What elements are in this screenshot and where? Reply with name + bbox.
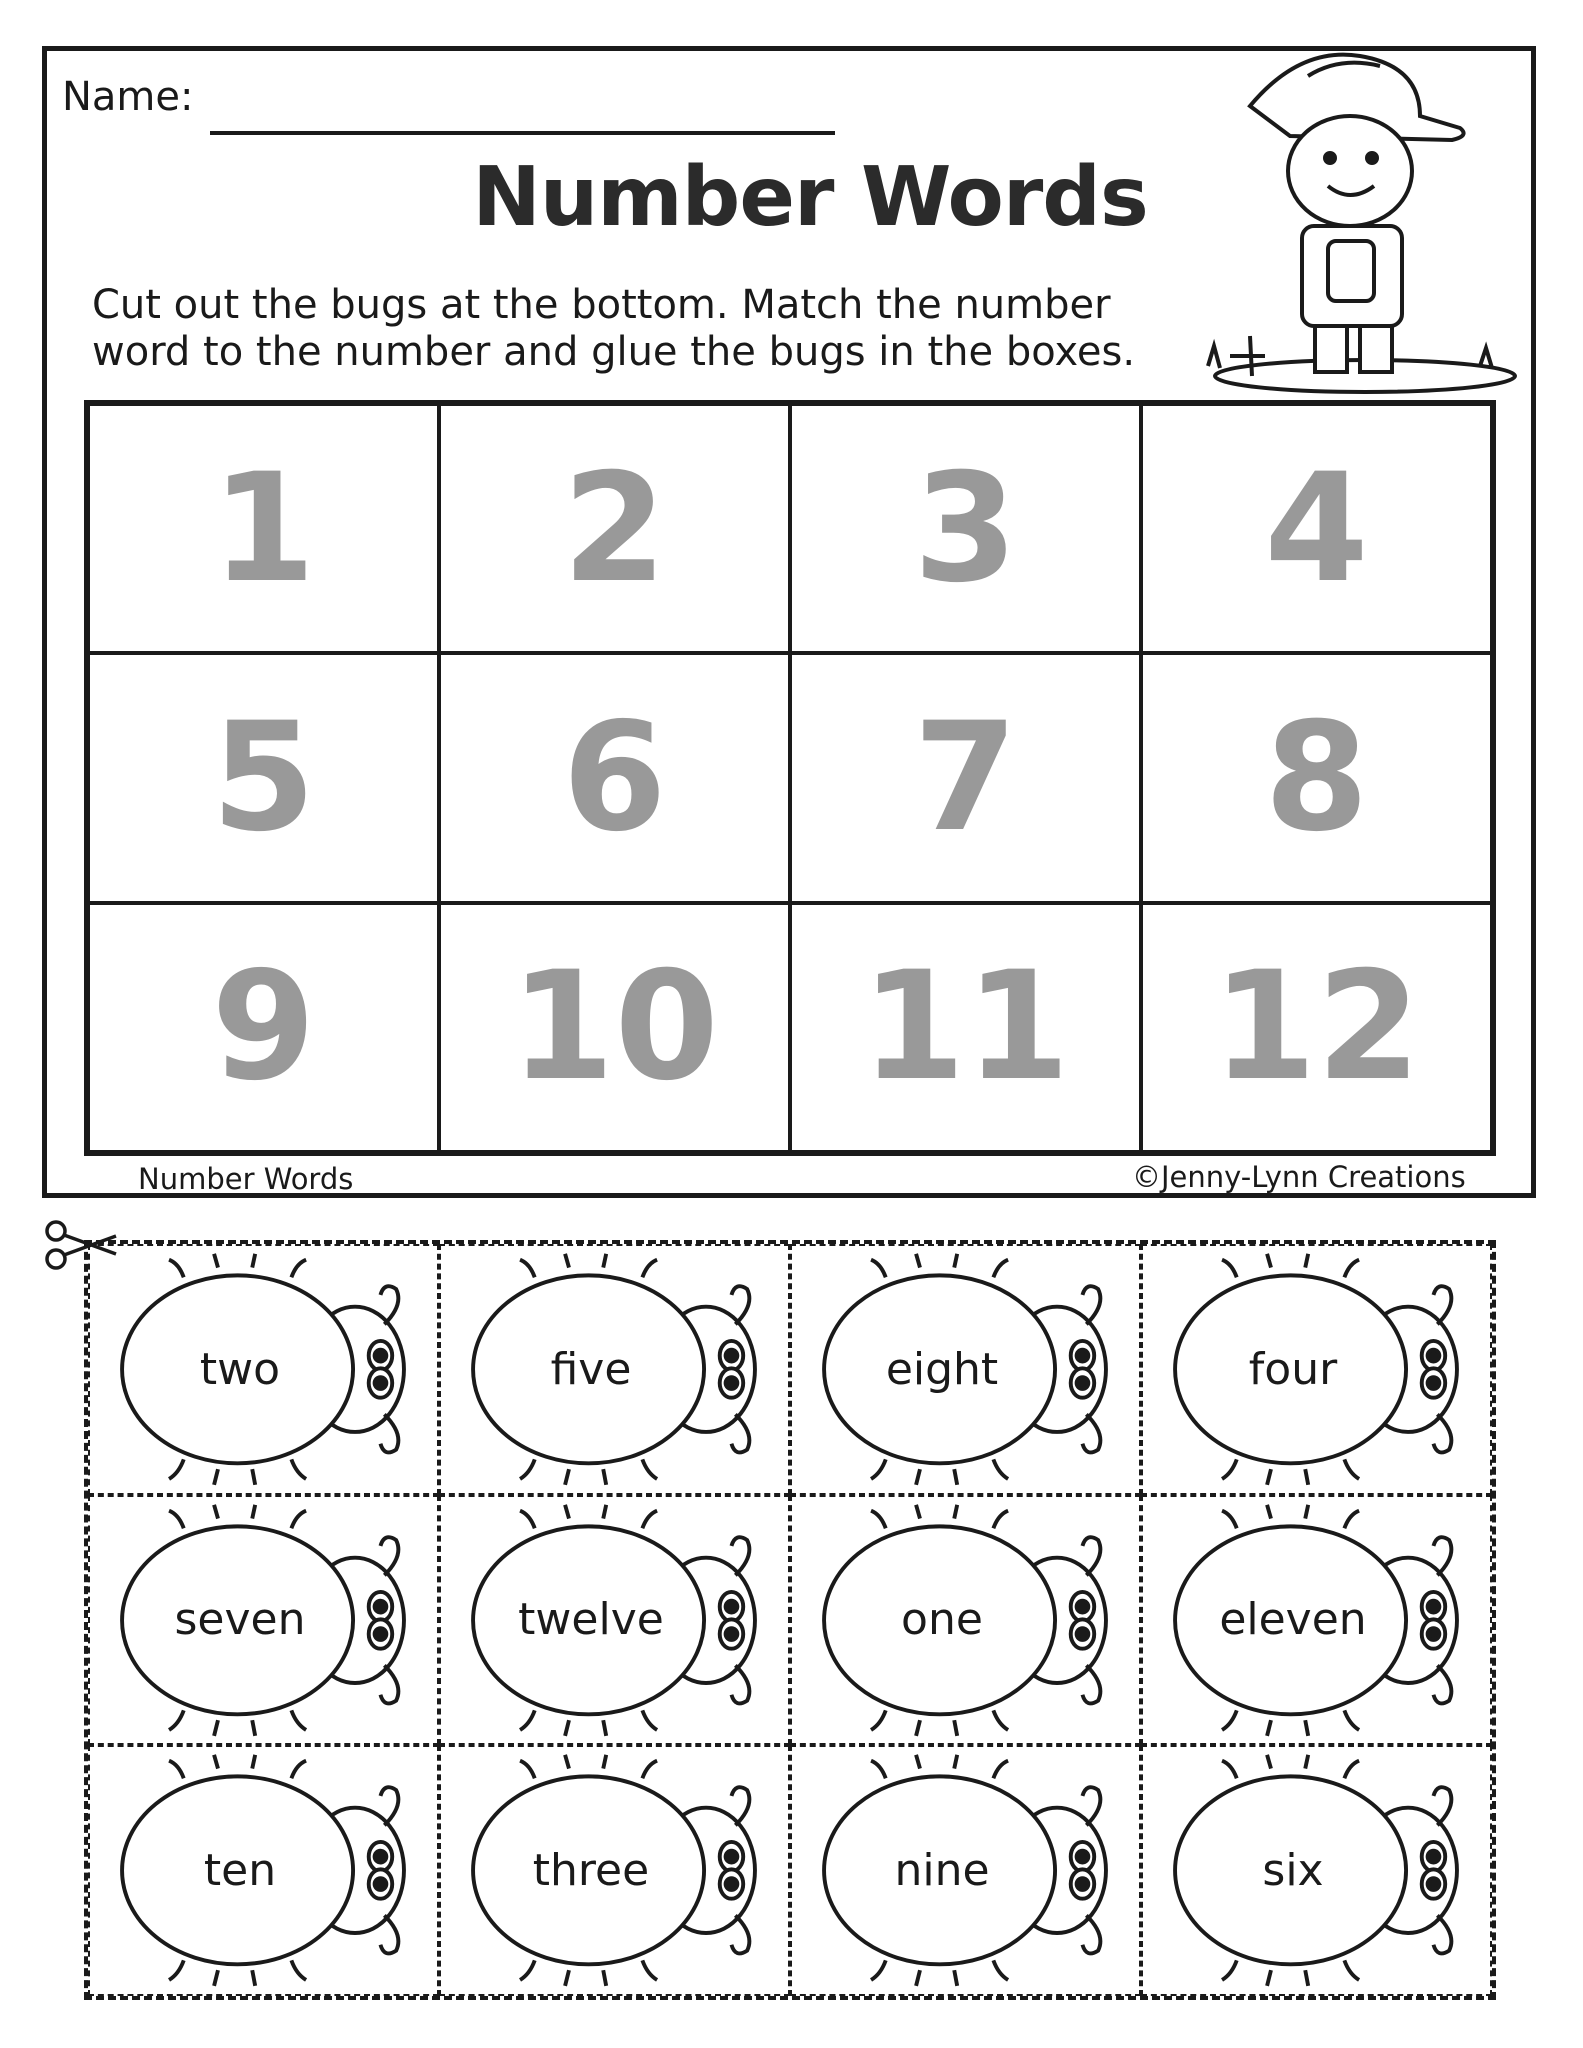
bug-word: eleven: [1219, 1594, 1367, 1646]
number-box[interactable]: 10: [439, 903, 790, 1152]
bug-card[interactable]: [88, 1244, 439, 1495]
bug-word: eight: [885, 1343, 999, 1395]
bug-word: two: [199, 1343, 281, 1395]
bug-word: ten: [203, 1845, 277, 1897]
bug-card[interactable]: [790, 1244, 1141, 1495]
bug-card[interactable]: [439, 1745, 790, 1996]
number-grid: [84, 400, 1496, 1156]
bug-word: seven: [174, 1594, 306, 1646]
number-box[interactable]: 4: [1141, 404, 1492, 653]
name-label: Name:: [62, 74, 194, 120]
number-box[interactable]: 3: [790, 404, 1141, 653]
number-box[interactable]: 12: [1141, 903, 1492, 1152]
bug-word: one: [901, 1594, 983, 1646]
bug-word: six: [1262, 1845, 1324, 1897]
bug-word: twelve: [518, 1594, 664, 1646]
number-box[interactable]: 11: [790, 903, 1141, 1152]
bug-card[interactable]: [88, 1745, 439, 1996]
number-box[interactable]: 2: [439, 404, 790, 653]
boy-with-jar-icon: [1190, 36, 1520, 396]
number-box[interactable]: 1: [88, 404, 439, 653]
bug-card[interactable]: [1141, 1244, 1492, 1495]
number-box[interactable]: 8: [1141, 653, 1492, 902]
bug-card[interactable]: [1141, 1495, 1492, 1746]
name-line[interactable]: [210, 131, 835, 135]
number-box[interactable]: 5: [88, 653, 439, 902]
footer-title: Number Words: [138, 1162, 354, 1196]
bug-word: five: [550, 1343, 632, 1395]
bug-card[interactable]: [88, 1495, 439, 1746]
page-title: Number Words: [472, 150, 1148, 245]
bug-card[interactable]: [1141, 1745, 1492, 1996]
bug-card[interactable]: [439, 1244, 790, 1495]
bug-word: three: [532, 1845, 650, 1897]
bug-card[interactable]: [790, 1495, 1141, 1746]
bug-cutout-grid: [84, 1240, 1496, 2000]
footer-copyright: ©Jenny-Lynn Creations: [1132, 1160, 1466, 1194]
number-box[interactable]: 9: [88, 903, 439, 1152]
instructions: Cut out the bugs at the bottom. Match the number word to the number and glue the bugs in the boxes.: [92, 282, 1136, 375]
number-box[interactable]: 7: [790, 653, 1141, 902]
bug-word: nine: [894, 1845, 990, 1897]
bug-word: four: [1248, 1343, 1338, 1395]
bug-card[interactable]: [439, 1495, 790, 1746]
number-box[interactable]: 6: [439, 653, 790, 902]
bug-card[interactable]: [790, 1745, 1141, 1996]
